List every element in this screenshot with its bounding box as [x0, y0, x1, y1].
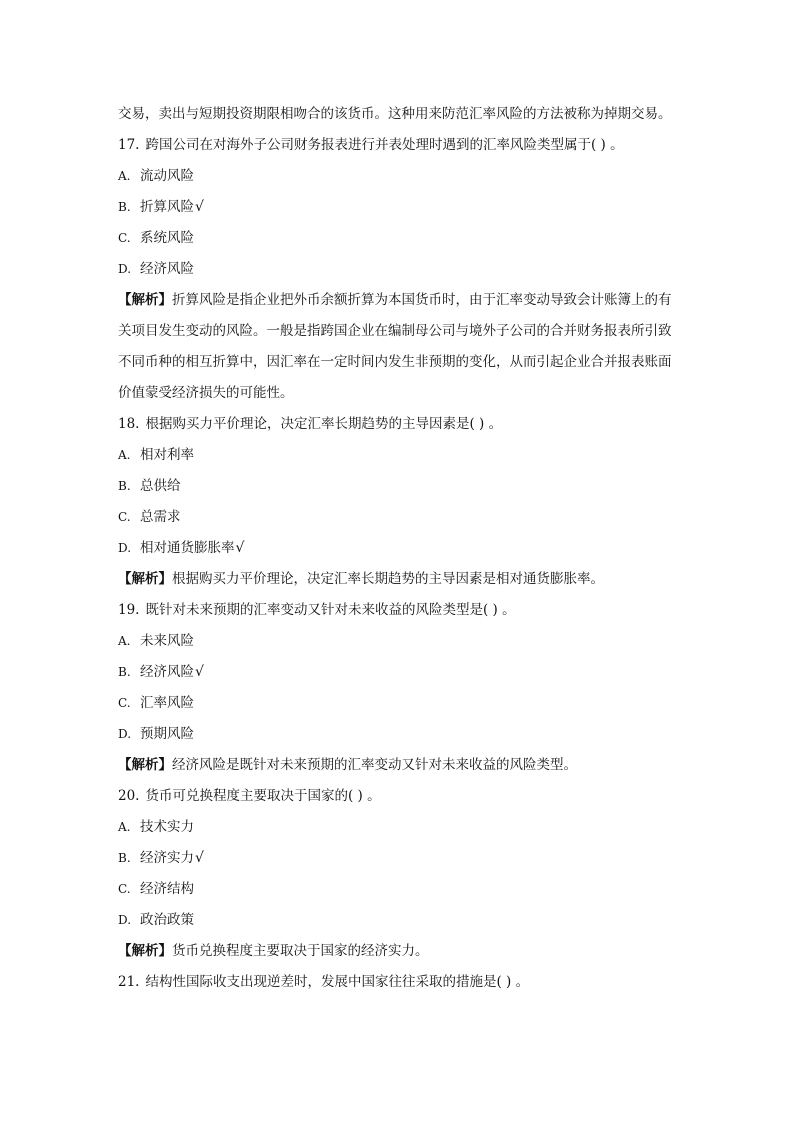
question-number: 17.: [118, 137, 140, 153]
option-text: 折算风险: [140, 199, 194, 215]
option-letter: D.: [118, 262, 132, 276]
question-stem: [118, 409, 678, 440]
analysis-text: 根据购买力平价理论，决定汇率长期趋势的主导因素是相对通货膨胀率。: [172, 571, 604, 587]
option-letter: C.: [118, 510, 131, 524]
option-letter: A.: [118, 169, 131, 183]
option-letter: A.: [118, 634, 131, 648]
option-letter: B.: [118, 200, 131, 214]
answer-option: [118, 688, 678, 719]
option-text: 预期风险: [140, 726, 194, 742]
answer-option: [118, 471, 678, 502]
question-stem: [118, 595, 678, 626]
analysis-text: 折算风险是指企业把外币余额折算为本国货币时，由于汇率变动导致会计账簿上的有关项目发生变动的风险。一般是指跨国企业在编制母公司与境外子公司的合并财务报表所引致不同币种的相互折算中，因汇率在一定时间内发生非预期的变化，从而引起企业合并报表账面价值蒙受经济损失的可能性。: [118, 292, 672, 401]
answer-option: [118, 657, 678, 688]
option-letter: A.: [118, 448, 131, 462]
option-letter: B.: [118, 665, 131, 679]
option-text: 总需求: [140, 509, 181, 525]
option-text: 未来风险: [140, 633, 194, 649]
analysis-label: 【解析】: [118, 292, 172, 308]
question-number: 19.: [118, 602, 140, 618]
analysis-label: 【解析】: [118, 943, 172, 959]
option-text: 经济风险: [140, 261, 194, 277]
analysis-text: 经济风险是既针对未来预期的汇率变动又针对未来收益的风险类型。: [172, 757, 577, 773]
option-text: 相对通货膨胀率: [140, 540, 235, 556]
option-text: 相对利率: [140, 447, 194, 463]
answer-option: [118, 843, 678, 874]
analysis-text: 货币兑换程度主要取决于国家的经济实力。: [172, 943, 429, 959]
question-number: 18.: [118, 416, 140, 432]
document-body: [118, 99, 678, 998]
analysis-label: 【解析】: [118, 571, 172, 587]
question-text: 跨国公司在对海外子公司财务报表进行并表处理时遇到的汇率风险类型属于( ) 。: [145, 137, 624, 153]
answer-option: [118, 874, 678, 905]
question-text: 根据购买力平价理论，决定汇率长期趋势的主导因素是( ) 。: [145, 416, 503, 432]
answer-option: [118, 254, 678, 285]
correct-check-icon: √: [195, 664, 204, 680]
answer-option: [118, 161, 678, 192]
question-number: 20.: [118, 788, 140, 804]
question-text: 货币可兑换程度主要取决于国家的( ) 。: [145, 788, 381, 804]
answer-option: [118, 192, 678, 223]
option-letter: D.: [118, 913, 132, 927]
option-letter: D.: [118, 541, 132, 555]
option-text: 总供给: [140, 478, 181, 494]
answer-option: [118, 440, 678, 471]
answer-option: [118, 905, 678, 936]
correct-check-icon: √: [195, 850, 204, 866]
question-stem: [118, 781, 678, 812]
option-letter: C.: [118, 231, 131, 245]
option-text: 经济实力: [140, 850, 194, 866]
intro-paragraph: 交易，卖出与短期投资期限相吻合的该货币。这种用来防范汇率风险的方法被称为掉期交易。: [118, 106, 672, 122]
option-letter: C.: [118, 882, 131, 896]
answer-option: [118, 812, 678, 843]
analysis-label: 【解析】: [118, 757, 172, 773]
option-text: 系统风险: [140, 230, 194, 246]
answer-option: [118, 223, 678, 254]
option-text: 技术实力: [140, 819, 194, 835]
option-text: 经济结构: [140, 881, 194, 897]
correct-check-icon: √: [195, 199, 204, 215]
option-letter: D.: [118, 727, 132, 741]
analysis-paragraph: [118, 750, 678, 781]
analysis-paragraph: [118, 564, 678, 595]
answer-option: [118, 533, 678, 564]
option-text: 流动风险: [140, 168, 194, 184]
option-letter: B.: [118, 851, 131, 865]
correct-check-icon: √: [235, 540, 245, 556]
analysis-paragraph: [118, 285, 678, 409]
answer-option: [118, 502, 678, 533]
answer-option: [118, 719, 678, 750]
question-number: 21.: [118, 974, 140, 990]
option-letter: C.: [118, 696, 131, 710]
option-text: 汇率风险: [140, 695, 194, 711]
question-text: 结构性国际收支出现逆差时，发展中国家往往采取的措施是( ) 。: [145, 974, 530, 990]
option-text: 政治政策: [140, 912, 194, 928]
question-text: 既针对未来预期的汇率变动又针对未来收益的风险类型是( ) 。: [145, 602, 516, 618]
option-text: 经济风险: [140, 664, 194, 680]
answer-option: [118, 626, 678, 657]
option-letter: B.: [118, 479, 131, 493]
analysis-paragraph: [118, 936, 678, 967]
option-letter: A.: [118, 820, 131, 834]
question-stem: [118, 130, 678, 161]
question-stem: [118, 967, 678, 998]
